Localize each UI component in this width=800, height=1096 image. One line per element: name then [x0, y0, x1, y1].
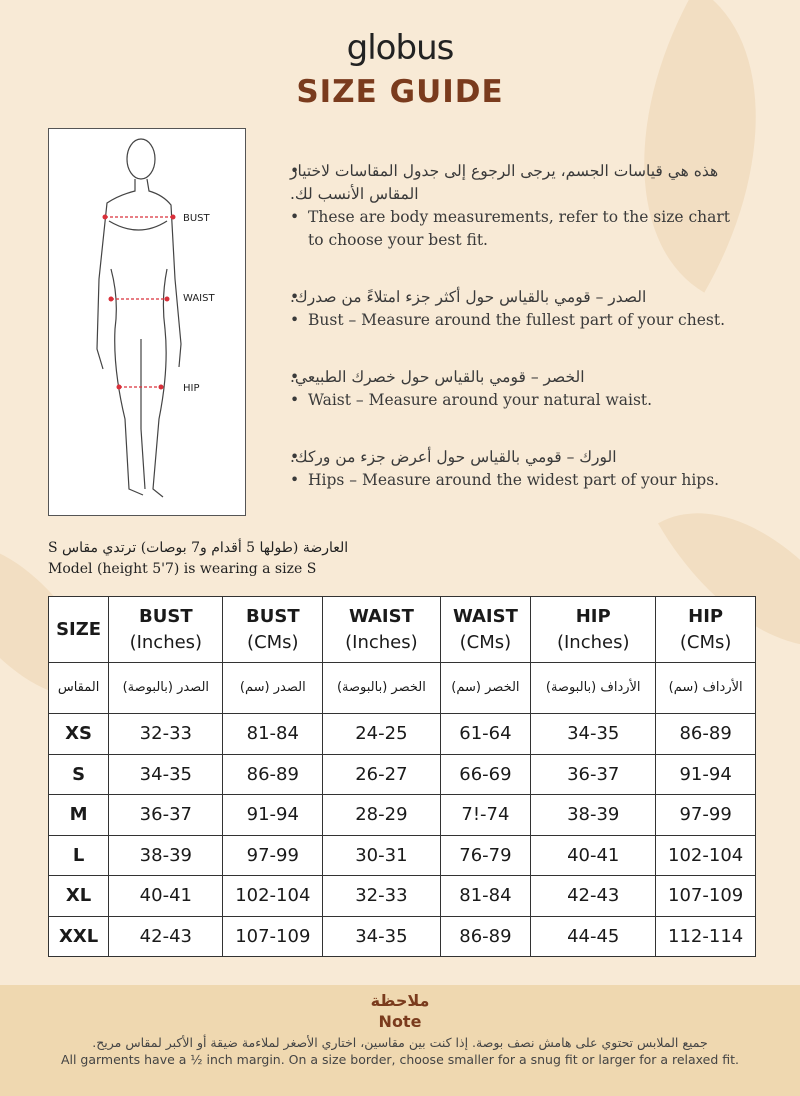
table-cell: 28-29 [323, 795, 441, 836]
table-row [49, 916, 756, 957]
table-cell: 86-89 [223, 754, 323, 795]
hip-label: HIP [183, 383, 200, 394]
brand-logo: globus [346, 28, 454, 68]
size-cell: XL [49, 876, 109, 917]
table-row [49, 795, 756, 836]
header-label: SIZE [56, 618, 102, 640]
header-label: BUST [139, 605, 193, 627]
instruction-group [290, 446, 750, 492]
header-unit: (Inches) [556, 631, 630, 653]
table-cell: 7!-74 [440, 795, 531, 836]
arabic-column-header: المقاس [49, 663, 109, 714]
header-unit: (Inches) [129, 631, 203, 653]
instruction-en: • These are body measurements, refer to the size chart to choose your best fit. [290, 206, 750, 252]
instruction-group [290, 366, 750, 412]
arabic-column-header: الصدر (سم) [223, 663, 323, 714]
size-cell: XS [49, 714, 109, 755]
arabic-column-header: الخصر (بالبوصة) [323, 663, 441, 714]
note-text-ar: جميع الملابس تحتوي على هامش نصف بوصة. إذا كنت بين مقاسين، اختاري الأصغر لملاءمة ضيقة أو الأكبر لمقاس مريح. [92, 1035, 708, 1050]
table-row [49, 754, 756, 795]
table-cell: 30-31 [323, 835, 441, 876]
instruction-ar: • الورك – قومي بالقياس حول أعرض جزء من وركك. [290, 446, 750, 469]
header-unit: (Inches) [345, 631, 418, 653]
instruction-group [290, 160, 750, 252]
table-cell: 107-109 [656, 876, 756, 917]
measurement-instructions [290, 160, 750, 526]
table-cell: 86-89 [440, 916, 531, 957]
table-cell: 32-33 [323, 876, 441, 917]
table-cell: 66-69 [440, 754, 531, 795]
size-chart-table [48, 596, 756, 957]
table-cell: 34-35 [109, 754, 223, 795]
header-unit: (CMs) [679, 631, 732, 653]
table-cell: 38-39 [531, 795, 656, 836]
table-cell: 38-39 [109, 835, 223, 876]
table-cell: 61-64 [440, 714, 531, 755]
column-header [323, 597, 441, 663]
table-cell: 36-37 [531, 754, 656, 795]
note-text: All garments have a ½ inch margin. On a size border, choose smaller for a snug fit or larger for a relaxed fit. [60, 1052, 740, 1067]
size-cell: M [49, 795, 109, 836]
waist-label: WAIST [183, 293, 215, 304]
bust-label: BUST [183, 213, 210, 224]
table-cell: 107-109 [223, 916, 323, 957]
table-cell: 32-33 [109, 714, 223, 755]
size-cell: S [49, 754, 109, 795]
table-cell: 34-35 [323, 916, 441, 957]
model-info-ar: العارضة (طولها 5 أقدام و7 بوصات) ترتدي مقاس S [48, 540, 349, 556]
column-header [656, 597, 756, 663]
size-cell: XXL [49, 916, 109, 957]
table-cell: 34-35 [531, 714, 656, 755]
header-label: WAIST [348, 605, 414, 627]
arabic-column-header: الأرداف (سم) [656, 663, 756, 714]
arabic-header-row [49, 663, 756, 714]
table-cell: 26-27 [323, 754, 441, 795]
header-label: HIP [688, 605, 724, 627]
instruction-group [290, 286, 750, 332]
instruction-ar: • الصدر – قومي بالقياس حول أكثر جزء امتلاءً من صدرك. [290, 286, 750, 309]
header-label: WAIST [452, 605, 518, 627]
table-cell: 36-37 [109, 795, 223, 836]
table-cell: 81-84 [223, 714, 323, 755]
header-unit: (CMs) [459, 631, 512, 653]
table-row [49, 835, 756, 876]
model-info [48, 538, 348, 580]
header-label: BUST [246, 605, 300, 627]
table-cell: 42-43 [531, 876, 656, 917]
page-title: SIZE GUIDE [296, 74, 504, 110]
table-cell: 97-99 [223, 835, 323, 876]
column-header [109, 597, 223, 663]
table-cell: 76-79 [440, 835, 531, 876]
header-unit: (CMs) [247, 631, 299, 653]
table-cell: 81-84 [440, 876, 531, 917]
table-cell: 102-104 [223, 876, 323, 917]
column-header [223, 597, 323, 663]
header-label: HIP [575, 605, 611, 627]
instruction-en: • Bust – Measure around the fullest part of your chest. [290, 309, 750, 332]
table-cell: 42-43 [109, 916, 223, 957]
column-header [531, 597, 656, 663]
table-cell: 24-25 [323, 714, 441, 755]
body-outline-icon [49, 129, 247, 517]
arabic-column-header: الخصر (سم) [440, 663, 531, 714]
note-section [0, 985, 800, 1096]
table-row [49, 714, 756, 755]
instruction-en: • Waist – Measure around your natural waist. [290, 389, 750, 412]
instruction-ar: • هذه هي قياسات الجسم، يرجى الرجوع إلى جدول المقاسات لاختيار المقاس الأنسب لك. [290, 160, 750, 206]
table-cell: 91-94 [656, 754, 756, 795]
table-cell: 40-41 [531, 835, 656, 876]
note-title: Note [378, 1012, 422, 1031]
model-info-en: Model (height 5'7) is wearing a size S [48, 561, 317, 577]
table-cell: 86-89 [656, 714, 756, 755]
table-cell: 102-104 [656, 835, 756, 876]
table-row [49, 876, 756, 917]
instruction-en: • Hips – Measure around the widest part of your hips. [290, 469, 750, 492]
table-cell: 44-45 [531, 916, 656, 957]
size-cell: L [49, 835, 109, 876]
arabic-column-header: الأرداف (بالبوصة) [531, 663, 656, 714]
instruction-ar: • الخصر – قومي بالقياس حول خصرك الطبيعي. [290, 366, 750, 389]
table-cell: 112-114 [656, 916, 756, 957]
column-header [440, 597, 531, 663]
table-cell: 91-94 [223, 795, 323, 836]
note-title-ar: ملاحظة [370, 991, 430, 1010]
arabic-column-header: الصدر (بالبوصة) [109, 663, 223, 714]
table-cell: 97-99 [656, 795, 756, 836]
column-header [49, 597, 109, 663]
table-cell: 40-41 [109, 876, 223, 917]
body-measurement-figure [48, 128, 246, 516]
